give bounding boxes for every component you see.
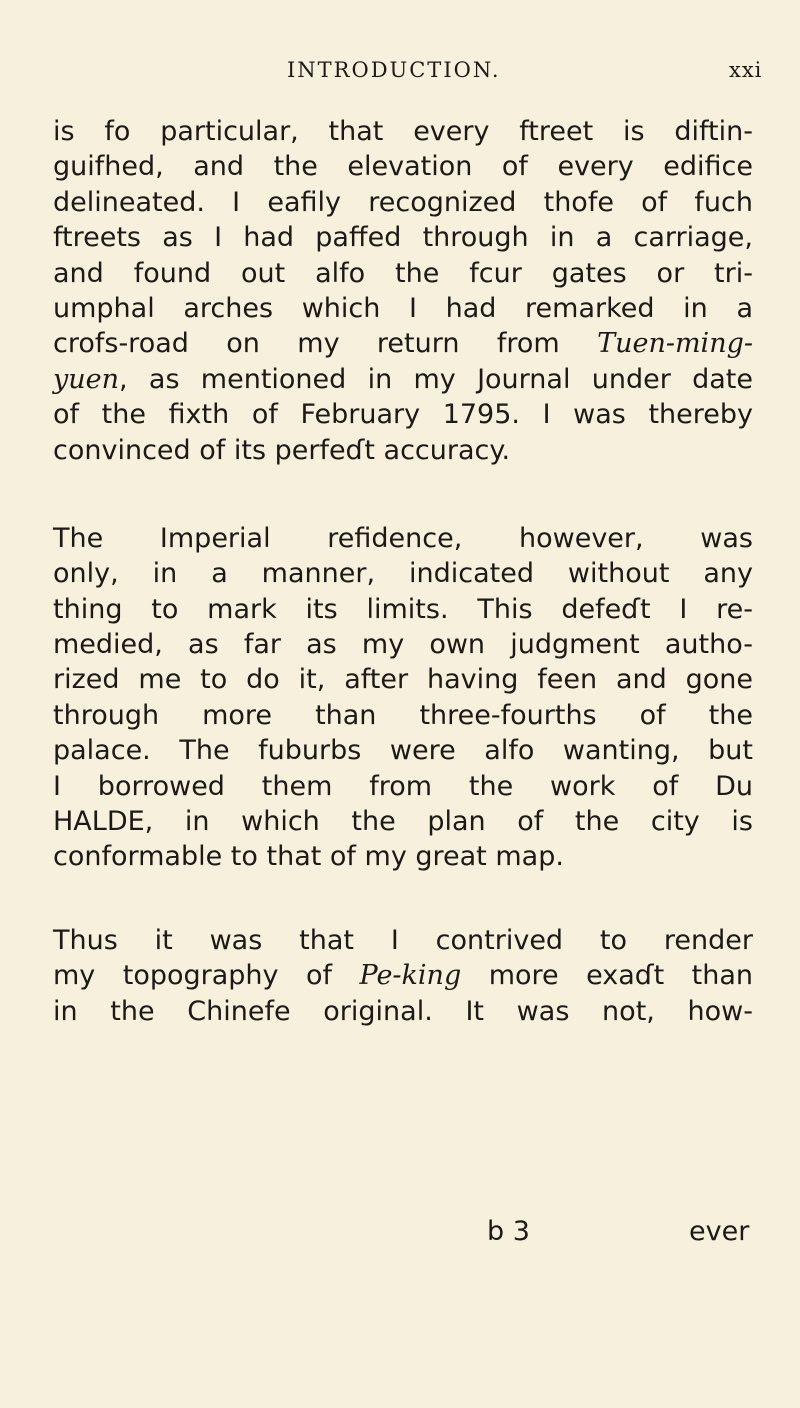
paragraph-2 — [53, 521, 753, 875]
text-line: Thus it was that I contrived to render — [53, 924, 753, 956]
text-line: convinced of its perfeɗt accuracy. — [53, 434, 511, 466]
text-segment: my topography of — [53, 960, 360, 992]
text-line: umphal arches which I had remarked in a — [53, 292, 753, 324]
italic-place-name: Tuen-ming- — [597, 328, 753, 360]
text-line: thing to mark its limits. This defeɗt I re- — [53, 593, 753, 625]
text-line: delineated. I eafily recognized thofe of fuch — [53, 186, 753, 218]
text-line: conformable to that of my great map. — [53, 841, 564, 873]
italic-place-name: yuen — [53, 363, 120, 395]
text-line: only, in a manner, indicated without any — [53, 558, 753, 590]
text-line: is fo particular, that every ftreet is diftin- — [53, 116, 753, 147]
text-line: through more than three-fourths of the — [53, 699, 753, 731]
paragraph-1 — [53, 114, 753, 468]
page-footer — [0, 1216, 800, 1256]
text-line — [53, 958, 753, 993]
catchword: ever — [689, 1216, 750, 1247]
text-line: in the Chinefe original. It was not, how- — [53, 995, 753, 1027]
text-line — [53, 326, 753, 361]
page-number: xxi — [729, 58, 763, 82]
text-line: palace. The fuburbs were alfo wanting, but — [53, 735, 753, 767]
running-title: INTRODUCTION. — [287, 58, 501, 82]
text-line: and found out alfo the fcur gates or tri- — [53, 257, 753, 289]
paragraph-spacing — [53, 875, 753, 923]
text-segment: more exaɗt than — [461, 960, 753, 992]
running-header — [0, 50, 800, 90]
text-line: I borrowed them from the work of Du — [53, 770, 753, 802]
text-line: rized me to do it, after having feen and gone — [53, 664, 753, 696]
text-line: guifhed, and the elevation of every edifice — [53, 151, 753, 183]
text-line: medied, as far as my own judgment autho- — [53, 629, 753, 661]
text-line: of the fixth of February 1795. I was thereby — [53, 399, 753, 431]
italic-place-name: Pe-king — [359, 960, 462, 992]
text-line — [53, 362, 753, 397]
text-line: ftreets as I had paffed through in a carriage, — [53, 222, 753, 254]
paragraph-3 — [53, 923, 753, 1029]
text-segment: crofs-road on my return from — [53, 328, 598, 360]
paragraph-spacing — [53, 468, 753, 521]
text-segment: , as mentioned in my Journal under date — [119, 363, 753, 395]
signature-mark: b 3 — [487, 1216, 530, 1247]
text-line: The Imperial refidence, however, was — [53, 522, 753, 554]
body-text — [53, 114, 753, 1029]
text-line: HALDE, in which the plan of the city is — [53, 806, 753, 838]
